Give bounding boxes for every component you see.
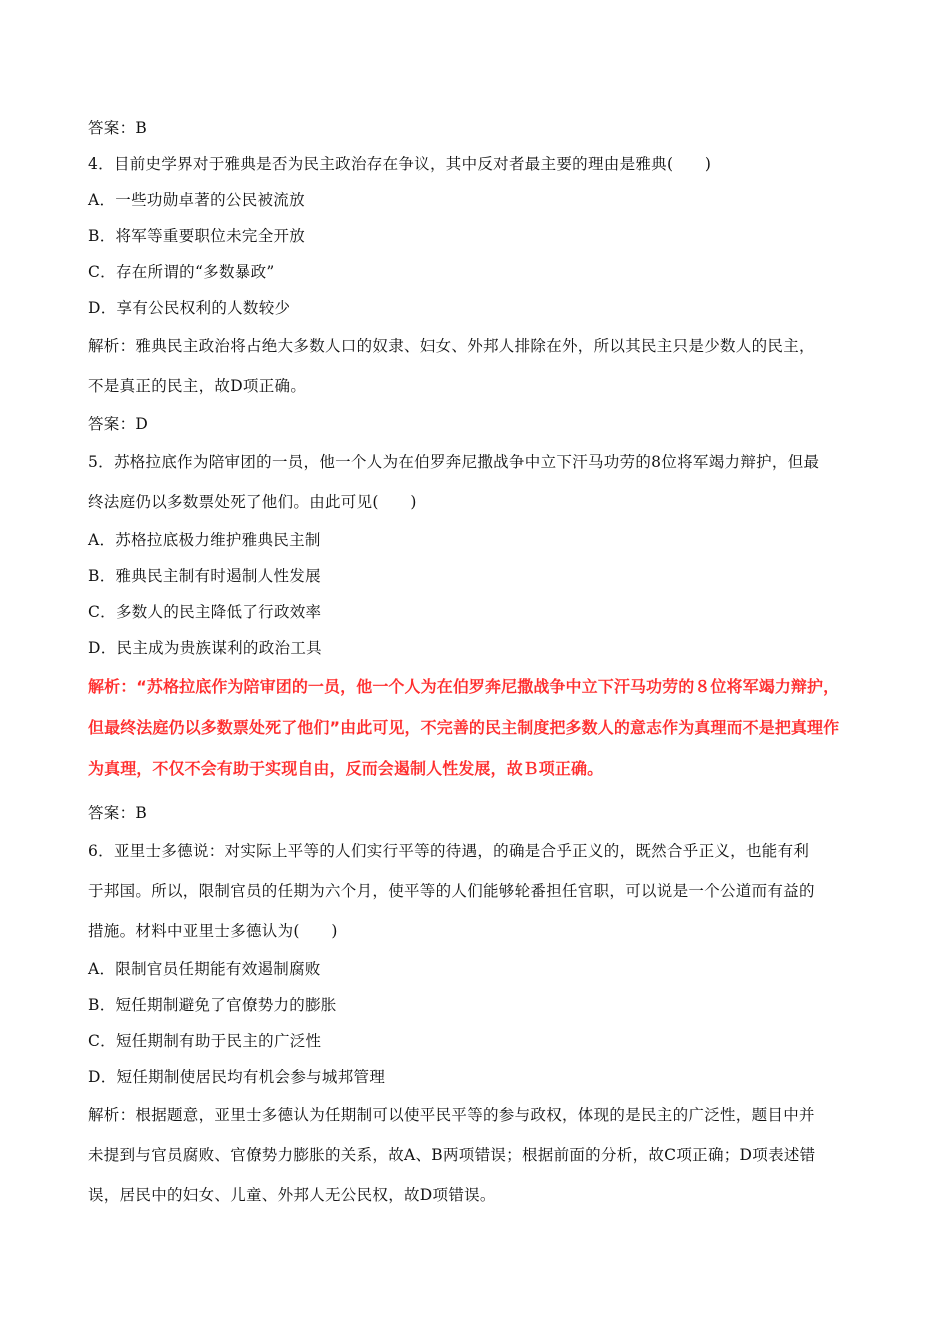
question-6-stem-line: 于邦国。所以，限制官员的任期为六个月，使平等的人们能够轮番担任官职，可以说是一个公道而有益的	[88, 882, 815, 900]
question-5-option-c: C．多数人的民主降低了行政效率	[88, 603, 322, 621]
question-4-option-a: A．一些功勋卓著的公民被流放	[88, 191, 305, 209]
question-6-option-b: B．短任期制避免了官僚势力的膨胀	[88, 996, 337, 1014]
question-6-stem-line: 6．亚里士多德说：对实际上平等的人们实行平等的待遇，的确是合乎正义的，既然合乎正义，也能有利	[88, 842, 810, 860]
question-5-analysis-line: 解析：“苏格拉底作为陪审团的一员，他一个人为在伯罗奔尼撒战争中立下汗马功劳的８位将军竭力辩护，	[88, 677, 840, 696]
question-6-analysis-line: 误，居民中的妇女、儿童、外邦人无公民权，故D项错误。	[88, 1186, 496, 1204]
question-5-option-d: D．民主成为贵族谋利的政治工具	[88, 639, 322, 657]
question-6-option-c: C．短任期制有助于民主的广泛性	[88, 1032, 322, 1050]
question-5-stem	[88, 442, 866, 522]
answer-q3: 答案：B	[88, 119, 148, 137]
question-5-stem-line: 终法庭仍以多数票处死了他们。由此可见( )	[88, 493, 417, 511]
question-4-option-d: D．享有公民权利的人数较少	[88, 299, 291, 317]
question-4-option-c: C．存在所谓的“多数暴政”	[88, 263, 275, 281]
question-6-analysis-line: 未提到与官员腐败、官僚势力膨胀的关系，故A、B两项错误；根据前面的分析，故C项正确；D项表述错	[88, 1146, 816, 1164]
question-4-option-b: B．将军等重要职位未完全开放	[88, 227, 306, 245]
question-4-analysis	[88, 326, 866, 406]
answer-q5: 答案：B	[88, 804, 148, 822]
answer-q4: 答案：D	[88, 415, 149, 433]
question-5-analysis-line: 为真理，不仅不会有助于实现自由，反而会遏制人性发展，故Ｂ项正确。	[88, 759, 604, 778]
question-6-option-a: A．限制官员任期能有效遏制腐败	[88, 960, 321, 978]
question-5-stem-line: 5．苏格拉底作为陪审团的一员，他一个人为在伯罗奔尼撒战争中立下汗马功劳的8位将军竭力辩护，但最	[88, 453, 820, 471]
question-6-analysis	[88, 1095, 866, 1215]
question-6-stem-line: 措施。材料中亚里士多德认为( )	[88, 922, 338, 940]
question-6-analysis-line: 解析：根据题意，亚里士多德认为任期制可以使平民平等的参与政权，体现的是民主的广泛性，题目中并	[88, 1106, 815, 1124]
question-5-option-a: A．苏格拉底极力维护雅典民主制	[88, 531, 321, 549]
question-6-stem	[88, 831, 866, 951]
question-4-stem: 4．目前史学界对于雅典是否为民主政治存在争议，其中反对者最主要的理由是雅典( )	[88, 155, 712, 173]
document-body	[88, 110, 866, 1215]
question-4-analysis-line: 解析：雅典民主政治将占绝大多数人口的奴隶、妇女、外邦人排除在外，所以其民主只是少数人的民主，	[88, 337, 815, 355]
question-5-analysis-line: 但最终法庭仍以多数票处死了他们”由此可见，不完善的民主制度把多数人的意志作为真理而不是把真理作	[88, 718, 840, 737]
question-4-analysis-line: 不是真正的民主，故D项正确。	[88, 377, 307, 395]
question-6-option-d: D．短任期制使居民均有机会参与城邦管理	[88, 1068, 386, 1086]
question-5-analysis	[88, 666, 866, 789]
question-5-option-b: B．雅典民主制有时遏制人性发展	[88, 567, 321, 585]
